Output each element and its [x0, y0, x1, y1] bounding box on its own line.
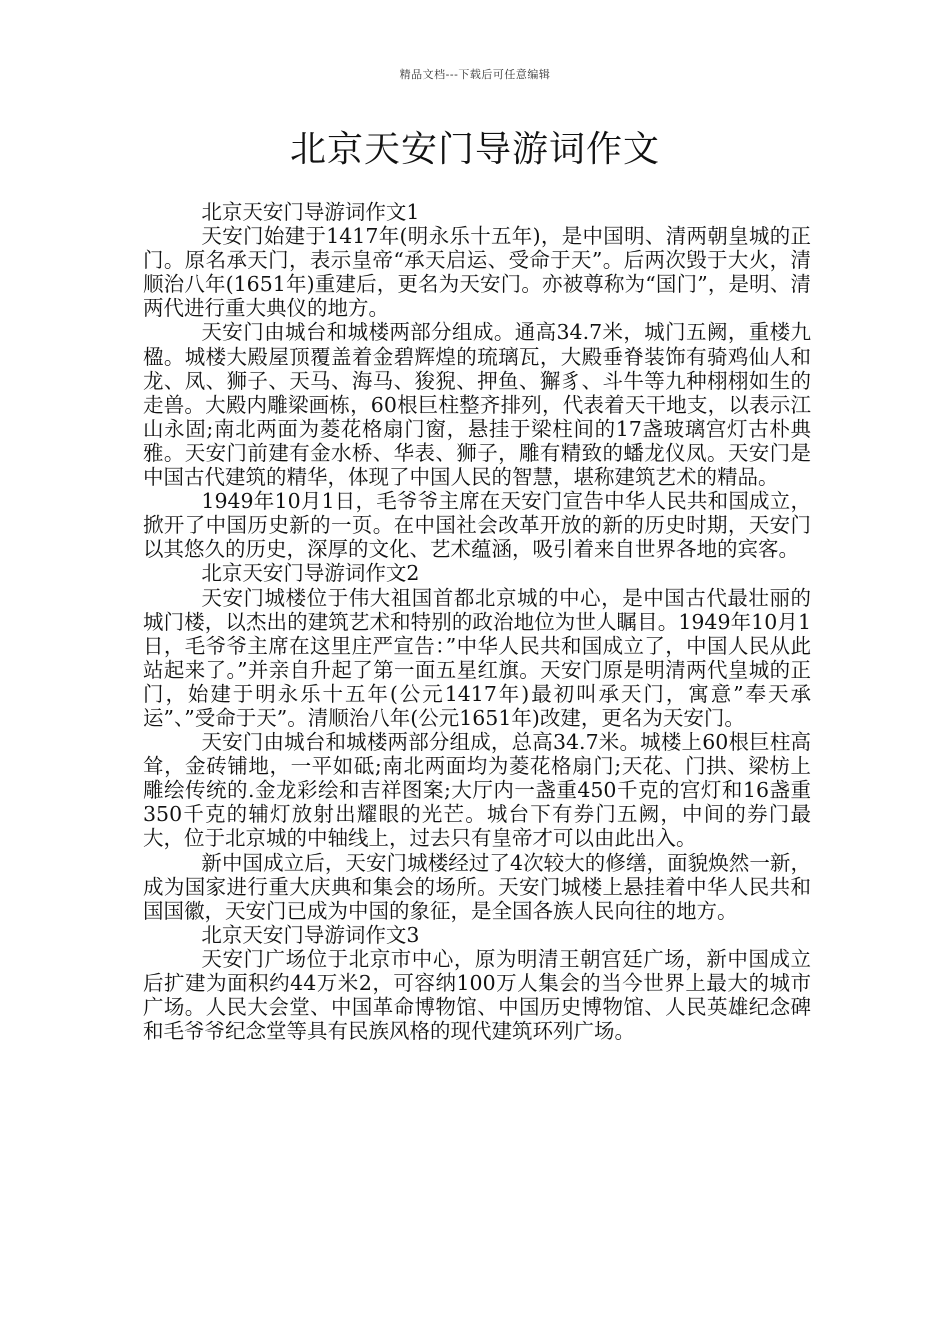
body-paragraph: 天安门广场位于北京市中心，原为明清王朝宫廷广场，新中国成立后扩建为面积约44万米2，可容纳100万人集会的当今世界上最大的城市广场。人民大会堂、中国革命博物馆、中国历史博物馆、人民英雄纪念碑和毛爷爷纪念堂等具有民族风格的现代建筑环列广场。 — [143, 946, 811, 1044]
section-heading-1: 北京天安门导游词作文1 — [201, 200, 420, 224]
body-paragraph: 1949年10月1日，毛爷爷主席在天安门宣告中华人民共和国成立，掀开了中国历史新的一页。在中国社会改革开放的新的历史时期，天安门以其悠久的历史，深厚的文化、艺术蕴涵，吸引着来自世界各地的宾客。 — [143, 489, 811, 562]
document-title: 北京天安门导游词作文 — [289, 129, 660, 170]
body-paragraph: 新中国成立后，天安门城楼经过了4次较大的修缮，面貌焕然一新，成为国家进行重大庆典和集会的场所。天安门城楼上悬挂着中华人民共和国国徽，天安门已成为中国的象征，是全国各族人民向往的地方。 — [143, 850, 811, 923]
page-header-note: 精品文档---下载后可任意编辑 — [399, 68, 551, 81]
body-paragraph: 天安门由城台和城楼两部分组成。通高34.7米，城门五阙，重楼九楹。城楼大殿屋顶覆盖着金碧辉煌的琉璃瓦，大殿垂脊装饰有骑鸡仙人和龙、凤、狮子、天马、海马、狻猊、押鱼、獬豸、斗牛等九种栩栩如生的走兽。大殿内雕梁画栋，60根巨柱整齐排列，代表着天干地支，以表示江山永固;南北两面为菱花格扇门窗，悬挂于梁柱间的17盏玻璃宫灯古朴典雅。天安门前建有金水桥、华表、狮子，雕有精致的蟠龙仪凤。天安门是中国古代建筑的精华，体现了中国人民的智慧，堪称建筑艺术的精品。 — [143, 320, 811, 490]
section-heading-2: 北京天安门导游词作文2 — [201, 561, 420, 586]
body-paragraph: 天安门城楼位于伟大祖国首都北京城的中心，是中国古代最壮丽的城门楼，以杰出的建筑艺术和特别的政治地位为世人瞩目。1949年10月1日，毛爷爷主席在这里庄严宣告：”中华人民共和国成立了，中国人民从此站起来了。”并亲自升起了第一面五星红旗。天安门原是明清两代皇城的正门，始建于明永乐十五年(公元1417年)最初叫承天门，寓意”奉天承运”、”受命于天”。清顺治八年(公元1651年)改建，更名为天安门。 — [143, 585, 811, 730]
section-heading-3: 北京天安门导游词作文3 — [201, 922, 420, 947]
document-body — [143, 200, 811, 1043]
body-paragraph: 天安门始建于1417年(明永乐十五年)，是中国明、清两朝皇城的正门。原名承天门，表示皇帝“承天启运、受命于天”。后两次毁于大火，清顺治八年(1651年)重建后，更名为天安门。亦被尊称为“国门”，是明、清两代进行重大典仪的地方。 — [143, 224, 811, 321]
body-paragraph: 天安门由城台和城楼两部分组成，总高34.7米。城楼上60根巨柱高耸，金砖铺地，一平如砥;南北两面均为菱花格扇门;天花、门拱、梁枋上雕绘传统的.金龙彩绘和吉祥图案;大厅内一盏重450千克的宫灯和16盏重350千克的辅灯放射出耀眼的光芒。城台下有券门五阙，中间的券门最大，位于北京城的中轴线上，过去只有皇帝才可以由此出入。 — [143, 730, 811, 851]
